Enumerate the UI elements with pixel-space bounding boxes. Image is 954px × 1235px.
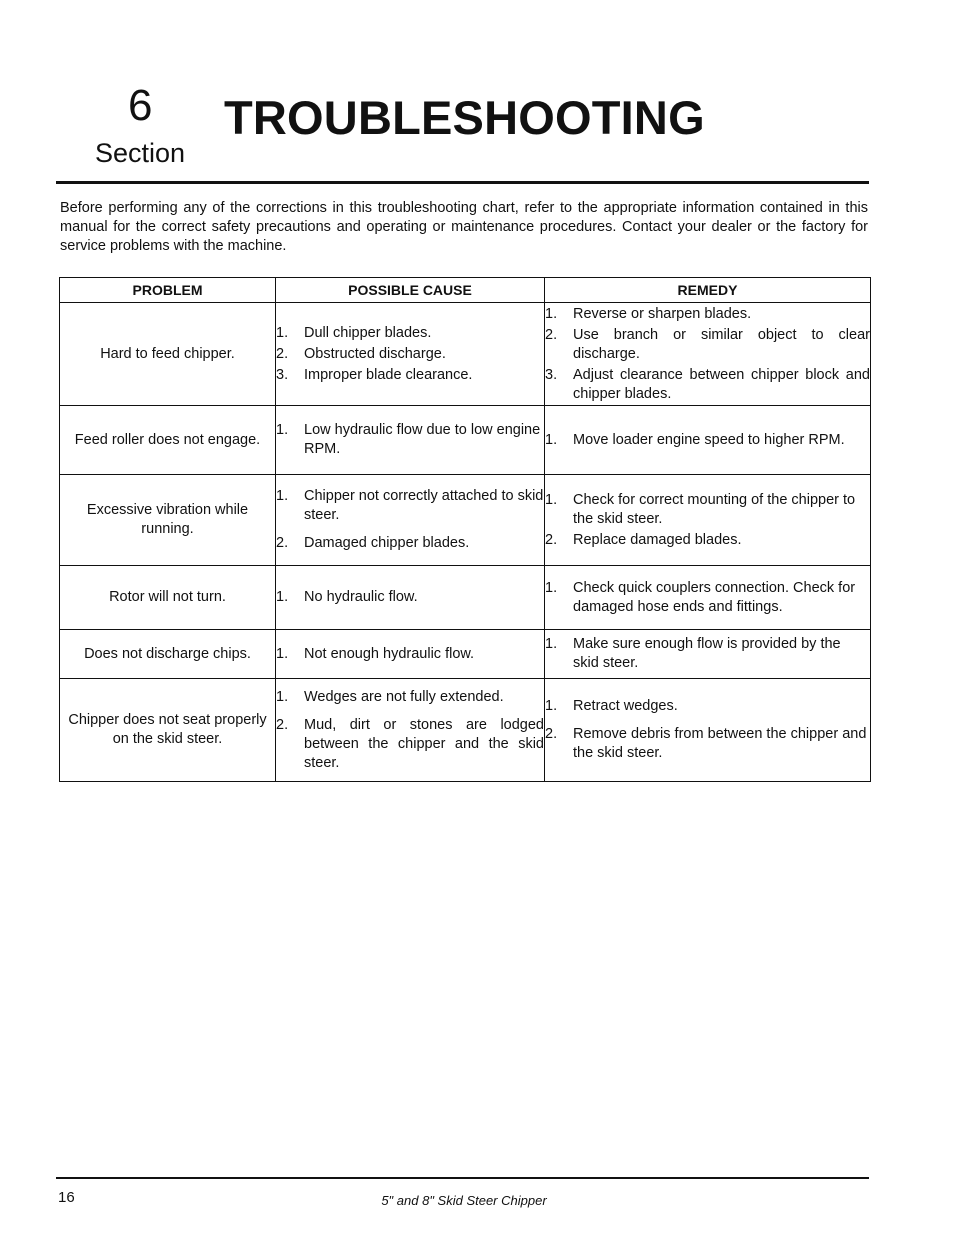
remedy-number: 2.	[545, 726, 558, 742]
remedy-text: Retract wedges.	[573, 698, 678, 714]
remedy-text: Reverse or sharpen blades.	[573, 305, 752, 322]
remedy-text: Check for correct mounting of the chipper to the skid steer.	[573, 491, 856, 527]
column-header-remedy: REMEDY	[545, 278, 871, 303]
remedy-item	[545, 326, 870, 364]
remedy-text: Check quick couplers connection. Check for damaged hose ends and fittings.	[573, 579, 856, 615]
cause-number: 2.	[276, 716, 289, 733]
remedy-cell	[545, 406, 871, 475]
cause-cell	[276, 406, 545, 475]
header-divider	[56, 181, 869, 184]
remedy-cell	[545, 475, 871, 566]
cause-item	[276, 324, 544, 343]
cause-cell	[276, 475, 545, 566]
column-header-possible-cause: POSSIBLE CAUSE	[276, 278, 545, 303]
cause-cell	[276, 566, 545, 630]
cause-text: Wedges are not fully extended.	[304, 688, 504, 705]
remedy-item	[545, 725, 870, 763]
table-header-row	[60, 278, 871, 303]
cause-cell	[276, 630, 545, 679]
remedy-number: 1.	[545, 305, 558, 322]
cause-number: 3.	[276, 366, 289, 383]
footer-divider	[56, 1177, 869, 1179]
remedy-text: Use branch or similar object to clear discharge.	[573, 326, 870, 362]
remedy-text: Move loader engine speed to higher RPM.	[573, 431, 845, 448]
cause-number: 2.	[276, 535, 289, 551]
cause-text: Mud, dirt or stones are lodged between the chipper and the skid steer.	[304, 716, 544, 771]
cause-text: Low hydraulic flow due to low engine RPM.	[304, 422, 541, 457]
cause-cell	[276, 679, 545, 782]
remedy-text: Replace damaged blades.	[573, 531, 742, 548]
problem-cell: Chipper does not seat properly on the skid steer.	[60, 679, 276, 782]
remedy-number: 1.	[545, 636, 558, 652]
remedy-cell	[545, 303, 871, 406]
remedy-item	[545, 531, 870, 550]
cause-number: 1.	[276, 589, 289, 605]
cause-item	[276, 421, 544, 459]
remedy-item	[545, 366, 870, 404]
table-row	[60, 679, 871, 782]
cause-number: 1.	[276, 324, 289, 341]
page-title: TROUBLESHOOTING	[224, 91, 705, 144]
table-row	[60, 406, 871, 475]
cause-number: 1.	[276, 422, 289, 438]
remedy-number: 2.	[545, 326, 558, 343]
cause-item	[276, 688, 544, 707]
cause-text: Chipper not correctly attached to skid steer.	[304, 488, 544, 523]
remedy-number: 3.	[545, 366, 558, 383]
remedy-item	[545, 579, 870, 617]
remedy-number: 2.	[545, 531, 558, 548]
cause-number: 1.	[276, 645, 289, 662]
remedy-item	[545, 697, 870, 716]
cause-number: 1.	[276, 688, 289, 705]
problem-cell: Feed roller does not engage.	[60, 406, 276, 475]
problem-cell: Hard to feed chipper.	[60, 303, 276, 406]
problem-cell: Rotor will not turn.	[60, 566, 276, 630]
footer-doc-title: 5" and 8" Skid Steer Chipper	[381, 1193, 547, 1208]
remedy-text: Remove debris from between the chipper and the skid steer.	[573, 726, 867, 761]
problem-cell: Excessive vibration while running.	[60, 475, 276, 566]
table-row	[60, 475, 871, 566]
cause-item	[276, 716, 544, 773]
remedy-number: 1.	[545, 698, 558, 714]
remedy-item	[545, 305, 870, 324]
remedy-number: 1.	[545, 491, 558, 508]
remedy-item	[545, 635, 870, 673]
remedy-cell	[545, 679, 871, 782]
column-header-problem: PROBLEM	[60, 278, 276, 303]
remedy-number: 1.	[545, 579, 558, 596]
cause-text: Dull chipper blades.	[304, 324, 432, 341]
cause-item	[276, 487, 544, 525]
cause-number: 1.	[276, 488, 289, 504]
table-row	[60, 630, 871, 679]
cause-item	[276, 345, 544, 364]
remedy-number: 1.	[545, 431, 558, 448]
cause-text: Obstructed discharge.	[304, 345, 446, 362]
cause-text: Improper blade clearance.	[304, 366, 473, 383]
intro-paragraph: Before performing any of the corrections in this troubleshooting chart, refer to the appropriate information contained in this manual for the correct safety precautions and operating or maintenance procedures. Contact your dealer or the factory for service problems with the machine.	[60, 200, 868, 254]
cause-item	[276, 588, 544, 607]
cause-number: 2.	[276, 345, 289, 362]
remedy-text: Make sure enough flow is provided by the skid steer.	[573, 636, 841, 671]
cause-item	[276, 645, 544, 664]
section-label: Section	[95, 138, 186, 168]
remedy-cell	[545, 566, 871, 630]
cause-text: No hydraulic flow.	[304, 589, 418, 605]
cause-item	[276, 366, 544, 385]
cause-text: Damaged chipper blades.	[304, 535, 470, 551]
remedy-item	[545, 491, 870, 529]
remedy-cell	[545, 630, 871, 679]
remedy-text: Adjust clearance between chipper block and chipper blades.	[573, 366, 870, 402]
table-row	[60, 566, 871, 630]
troubleshooting-table	[59, 277, 871, 782]
section-number: 6	[128, 81, 153, 130]
cause-text: Not enough hydraulic flow.	[304, 645, 475, 662]
cause-item	[276, 534, 544, 553]
remedy-item	[545, 431, 870, 450]
table-row	[60, 303, 871, 406]
problem-cell: Does not discharge chips.	[60, 630, 276, 679]
cause-cell	[276, 303, 545, 406]
page-number: 16	[58, 1189, 75, 1206]
